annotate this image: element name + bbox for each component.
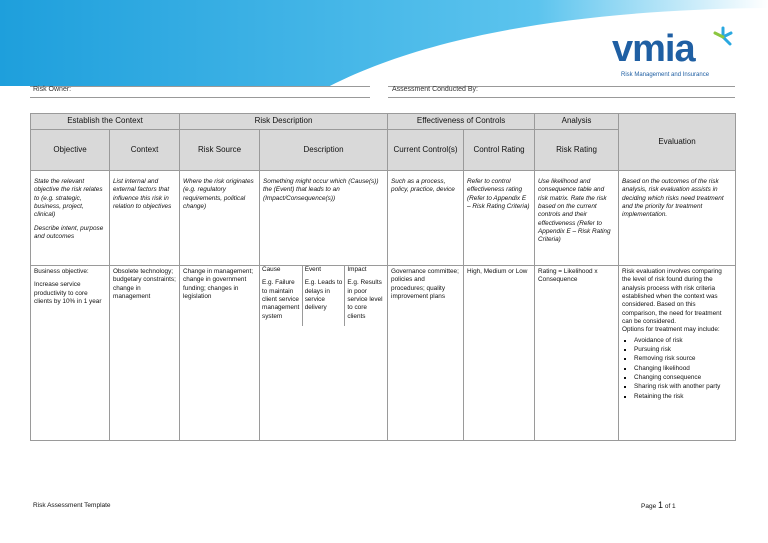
vmia-logo: vmia <box>612 28 695 70</box>
example-evaluation[interactable]: Risk evaluation involves comparing the level of risk found during the analysis process with risk criteria established when the context was considered. Based on this comparison, the need for treatment can be considered. Options for treatment may include: ▪ Avoidance of risk ▪ Pursuing risk ▪ Removing risk source ▪ Changing likelihood ▪ Changing consequence ▪ Sharing risk with another party ▪ Retaining the risk <box>619 266 736 441</box>
list-item: ▪ Avoidance of risk <box>634 337 732 345</box>
col-context: Context <box>110 130 180 171</box>
list-item: ▪ Changing likelihood <box>634 365 732 373</box>
guidance-row <box>31 171 736 266</box>
header-controls: Effectiveness of Controls <box>388 114 535 130</box>
footer-page-number: Page 1 of 1 <box>641 500 676 510</box>
example-risk-rating[interactable]: Rating = Likelihood x Consequence <box>535 266 619 441</box>
list-item: ▪ Removing risk source <box>634 355 732 363</box>
guidance-objective[interactable]: State the relevant objective the risk relates to (e.g. strategic, business, project, clinical) Describe intent, purpose and outcomes <box>31 171 110 266</box>
footer-template-name: Risk Assessment Template <box>33 502 111 509</box>
list-item: ▪ Sharing risk with another party <box>634 383 732 391</box>
treatment-options-list <box>622 337 732 401</box>
col-objective: Objective <box>31 130 110 171</box>
guidance-risk-source[interactable]: Where the risk originates (e.g. regulatory requirements, political change) <box>180 171 260 266</box>
example-control-rating[interactable]: High, Medium or Low <box>464 266 535 441</box>
header-group-row <box>31 114 736 130</box>
logo-tagline: Risk Management and Insurance <box>621 72 710 78</box>
risk-owner-label: Risk Owner: <box>33 86 72 93</box>
example-description[interactable] <box>260 266 388 441</box>
guidance-description[interactable]: Something might occur which (Cause(s)) the (Event) that leads to an (Impact/Consequence(s)) <box>260 171 388 266</box>
col-description: Description <box>260 130 388 171</box>
guidance-control-rating[interactable]: Refer to control effectiveness rating (Refer to Appendix E – Risk Rating Criteria) <box>464 171 535 266</box>
example-current-controls[interactable]: Governance committee; policies and procedures; quality improvement plans <box>388 266 464 441</box>
list-item: ▪ Retaining the risk <box>634 393 732 401</box>
assessment-label: Assessment Conducted By: <box>392 86 478 93</box>
event-cell: Event E.g. Leads to delays in service delivery <box>303 266 346 326</box>
list-item: ▪ Pursuing risk <box>634 346 732 354</box>
guidance-risk-rating[interactable]: Use likelihood and consequence table and risk matrix. Rate the risk based on the current controls and their effectiveness (Refer to Appendix E – Risk Rating Criteria) <box>535 171 619 266</box>
header-establish: Establish the Context <box>31 114 180 130</box>
list-item: ▪ Changing consequence <box>634 374 732 382</box>
header-evaluation: Evaluation <box>619 114 736 171</box>
col-risk-source: Risk Source <box>180 130 260 171</box>
example-objective[interactable]: Business objective: Increase service productivity to core clients by 10% in 1 year <box>31 266 110 441</box>
risk-owner-field[interactable] <box>30 86 370 98</box>
guidance-current-controls[interactable]: Such as a process, policy, practice, device <box>388 171 464 266</box>
col-control-rating: Control Rating <box>464 130 535 171</box>
example-row <box>31 266 736 441</box>
example-risk-source[interactable]: Change in management; change in government funding; changes in legislation <box>180 266 260 441</box>
guidance-context[interactable]: List internal and external factors that influence this risk in relation to objectives <box>110 171 180 266</box>
col-risk-rating: Risk Rating <box>535 130 619 171</box>
impact-cell: Impact E.g. Results in poor service level to core clients <box>347 266 383 320</box>
risk-assessment-table <box>30 113 736 441</box>
col-current-controls: Current Control(s) <box>388 130 464 171</box>
header-risk-description: Risk Description <box>180 114 388 130</box>
header-analysis: Analysis <box>535 114 619 130</box>
cause-cell: Cause E.g. Failure to maintain client service management system <box>260 266 303 326</box>
example-context[interactable]: Obsolete technology; budgetary constraints; change in management <box>110 266 180 441</box>
star-logo-icon <box>712 26 734 48</box>
guidance-evaluation[interactable]: Based on the outcomes of the risk analysis, risk evaluation assists in deciding which risks need treatment and the priority for treatment implementation. <box>619 171 736 266</box>
